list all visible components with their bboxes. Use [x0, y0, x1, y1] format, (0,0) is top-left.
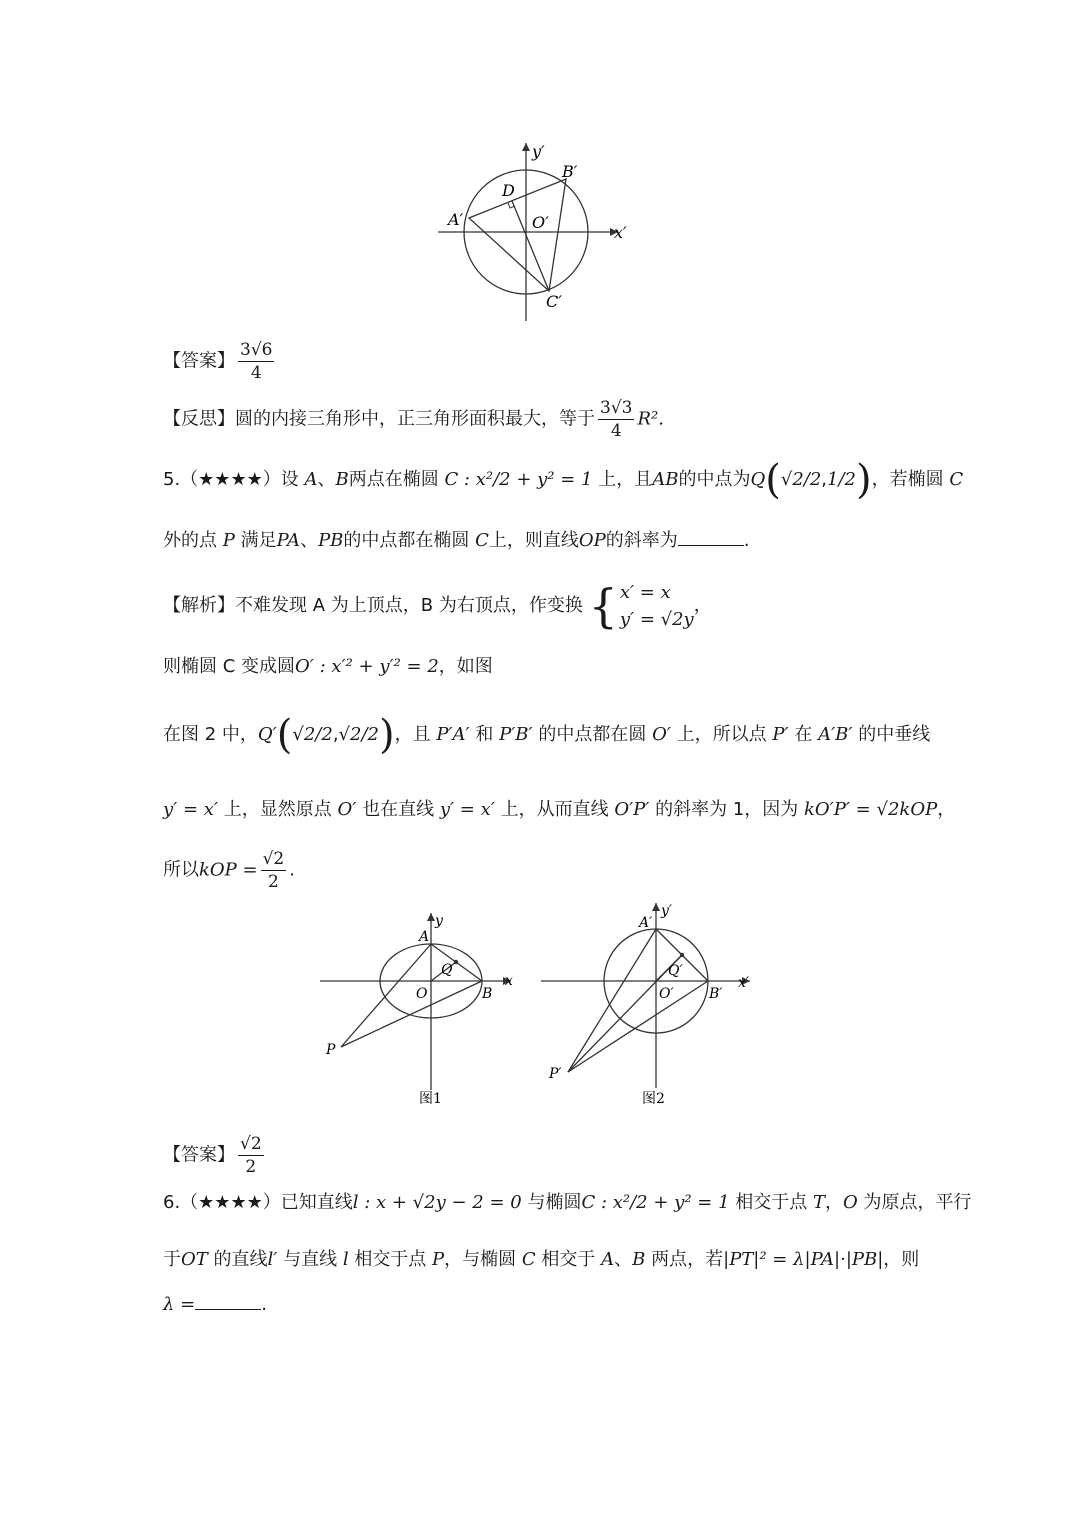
fig2-label-x: x′ — [738, 975, 750, 991]
q6-lambda: λ = — [163, 1294, 196, 1315]
q5-line-2 — [163, 526, 930, 556]
q6-text: 相交于 — [541, 1249, 596, 1270]
q5-var-c: C — [949, 469, 964, 490]
q6-text: 于 — [163, 1249, 181, 1270]
q5-answer-blank — [678, 527, 744, 546]
fig2-caption: 图2 — [642, 1091, 665, 1107]
figure-2-circle — [538, 895, 763, 1110]
q5-point-q: Q — [750, 469, 766, 490]
point-q-prime: Q′ — [257, 724, 277, 745]
q6-var-b: B — [632, 1249, 646, 1270]
q6-var-l: l — [342, 1249, 349, 1270]
transform-eq-2: y′ = √2y — [619, 609, 694, 630]
figure-circle-triangle — [430, 135, 630, 330]
q6-text: ，与椭圆 — [444, 1249, 517, 1270]
q5-text: 、 — [300, 530, 319, 551]
q5-text: 上，且 — [598, 469, 653, 490]
q6-var-l-prime: l′ — [267, 1249, 278, 1270]
sol5-text: 和 — [475, 724, 494, 745]
q5-var-pb: PB — [318, 530, 344, 551]
q6-condition-eq: |PT|² = λ|PA|·|PB| — [723, 1249, 884, 1270]
answer-5 — [163, 1133, 930, 1178]
var-o-prime: O′ — [337, 799, 357, 820]
fig1-label-y: y — [435, 913, 443, 929]
q5-text: 满足 — [240, 530, 277, 551]
q6-var-ot: OT — [181, 1249, 208, 1270]
sol5-text: 上，从而直线 — [500, 799, 609, 820]
sol5-line-1 — [163, 579, 930, 633]
q6-var-p: P — [432, 1249, 445, 1270]
fig-top-label-b: B′ — [562, 162, 578, 181]
reflection-4 — [163, 397, 930, 442]
q6-text: 为原点，平行 — [863, 1192, 972, 1213]
q6-end: . — [261, 1294, 267, 1315]
eq-y-eq-x-2: y′ = x′ — [439, 799, 495, 820]
fig1-label-a: A — [419, 929, 430, 945]
q5-text: 的中点为 — [678, 469, 751, 490]
reflection-tail: R². — [637, 408, 664, 430]
fig2-label-b: B′ — [709, 986, 723, 1002]
fig-top-label-y: y′ — [532, 142, 545, 161]
answer-tag: 【答案】 — [163, 1144, 235, 1166]
fig2-label-p: P′ — [549, 1066, 562, 1082]
slope-fraction: $\frac{√2}{2}$ — [262, 849, 285, 892]
q6-text: 6.（★★★★）已知直线 — [163, 1192, 353, 1213]
sol5-text: ， — [937, 799, 956, 820]
q6-text: 相交于点 — [735, 1192, 808, 1213]
q6-text: 与椭圆 — [527, 1192, 582, 1213]
sol5-text: 所以 — [163, 859, 199, 881]
q6-text: ，则 — [883, 1249, 920, 1270]
sol5-text: 的斜率为 1，因为 — [655, 799, 799, 820]
q5-text: ，若椭圆 — [871, 469, 944, 490]
q6-var-c: C — [521, 1249, 536, 1270]
fig1-label-o: O — [416, 986, 428, 1002]
q5-var-b: B — [335, 469, 349, 490]
q5-var-a: A — [304, 469, 318, 490]
sol5-end: . — [289, 859, 295, 881]
q6-line-2 — [163, 1245, 930, 1275]
q5-q-y: 1/2 — [827, 469, 856, 490]
sol5-text: 在 — [794, 724, 813, 745]
q5-sep: 、 — [317, 469, 336, 490]
fig2-label-a: A′ — [639, 915, 653, 931]
q6-text: 、 — [614, 1249, 633, 1270]
fig2-label-q: Q′ — [668, 963, 683, 979]
fig2-label-y: y′ — [661, 903, 673, 919]
sol5-text: 也在直线 — [362, 799, 435, 820]
fig1-caption: 图1 — [419, 1091, 442, 1107]
solution-tag: 【解析】 — [163, 595, 235, 616]
q5-text: 外的点 — [163, 530, 217, 551]
sol5-text: 则椭圆 C 变成圆 — [163, 656, 296, 677]
sol5-line-4 — [163, 795, 956, 825]
sol5-text: 在图 2 中， — [163, 724, 258, 745]
q5-text: 的中点都在椭圆 — [343, 530, 470, 551]
transform-eq-1: x′ = x — [619, 582, 671, 603]
q6-line-eq: l : x + √2y − 2 = 0 — [352, 1192, 522, 1213]
q-prime-x: √2/2 — [292, 724, 333, 745]
q5-var-op: OP — [578, 530, 606, 551]
seg-pa: P′A′ — [436, 724, 470, 745]
sol5-text: ，且 — [394, 724, 431, 745]
fig1-label-p: P — [326, 1042, 336, 1058]
fig-top-label-a: A′ — [448, 210, 464, 229]
q6-text: 两点，若 — [651, 1249, 724, 1270]
fig-top-label-o: O′ — [532, 213, 549, 232]
q5-var-p: P — [222, 530, 235, 551]
reflection-text: 圆的内接三角形中，正三角形面积最大，等于 — [235, 408, 595, 430]
q5-var-pa: PA — [276, 530, 301, 551]
var-p-prime: P′ — [772, 724, 789, 745]
q6-text: 相交于点 — [354, 1249, 427, 1270]
answer-fraction: $\frac{3√6}{4}$ — [240, 340, 273, 383]
q6-text: 与直线 — [283, 1249, 338, 1270]
q6-var-a: A — [601, 1249, 615, 1270]
fig-top-label-c: C′ — [546, 292, 562, 311]
q-prime-y: √2/2 — [338, 724, 379, 745]
sol5-line-5 — [163, 848, 930, 893]
circle-eq: O′ : x′² + y′² = 2 — [295, 656, 439, 677]
seg-pb: P′B′ — [499, 724, 533, 745]
q5-q-x: √2/2 — [780, 469, 822, 490]
q6-line-1 — [163, 1188, 972, 1218]
sol5-text: 不难发现 A 为上顶点，B 为右顶点，作变换 — [235, 595, 583, 616]
reflection-fraction: $\frac{3√3}{4}$ — [600, 398, 633, 441]
answer-fraction: $\frac{√2}{2}$ — [240, 1134, 262, 1177]
reflection-tag: 【反思】 — [163, 408, 235, 430]
figure-1-ellipse — [315, 905, 525, 1110]
q5-var-ab: AB — [652, 469, 679, 490]
seg-ab: A′B′ — [818, 724, 853, 745]
slope-relation: kO′P′ = √2kOP — [804, 799, 938, 820]
sol5-text: ， — [693, 595, 712, 616]
q6-text: ， — [825, 1192, 844, 1213]
fig-top-label-x: x′ — [614, 223, 627, 242]
q6-line-3 — [163, 1290, 930, 1320]
eq-y-eq-x: y′ = x′ — [163, 799, 219, 820]
fig1-label-b: B — [482, 986, 493, 1002]
q5-text: 5.（★★★★）设 — [163, 469, 299, 490]
sol5-line-3: 在图 2 中，Q′(√2/2,√2/2)，且 P′A′ 和 P′B′ 的中点都在圆 O′ 上，所以点 P′ 在 A′B′ 的中垂线 — [163, 712, 931, 758]
fig2-label-o: O′ — [659, 986, 674, 1002]
var-o-prime: O′ — [652, 724, 671, 745]
sol5-text: 的中垂线 — [858, 724, 931, 745]
seg-op: O′P′ — [614, 799, 650, 820]
sol5-text: ，如图 — [438, 656, 493, 677]
transform-system: { x′ = x y′ = √2y — [588, 579, 694, 633]
q5-end: . — [743, 530, 750, 551]
q5-text: 上，则直线 — [488, 530, 579, 551]
q6-var-t: T — [813, 1192, 826, 1213]
q6-var-o: O — [843, 1192, 858, 1213]
q6-text: 的直线 — [213, 1249, 268, 1270]
sol5-text: 的中点都在圆 — [538, 724, 647, 745]
fig1-label-x: x — [505, 973, 513, 989]
q5-var-c2: C — [475, 530, 489, 551]
answer-4 — [163, 339, 930, 384]
q6-ellipse-eq: C : x²/2 + y² = 1 — [581, 1192, 730, 1213]
q5-line-1: 5.（★★★★）设 A、B两点在椭圆 C : x²/2 + y² = 1 上，且AB的中点为Q(√2/2,1/2)，若椭圆 C — [163, 457, 964, 503]
sol5-text: 上，显然原点 — [223, 799, 332, 820]
sol5-text: 上，所以点 — [676, 724, 767, 745]
slope-k-op: kOP = — [199, 859, 258, 881]
q5-text: 两点在椭圆 — [348, 469, 439, 490]
fig1-label-q: Q — [441, 962, 453, 978]
answer-tag: 【答案】 — [163, 350, 235, 372]
q6-answer-blank — [195, 1291, 261, 1310]
q5-text: 的斜率为 — [605, 530, 678, 551]
q5-ellipse-eq: C : x²/2 + y² = 1 — [444, 469, 593, 490]
fig-top-label-d: D — [502, 181, 515, 200]
sol5-line-2 — [163, 652, 930, 682]
